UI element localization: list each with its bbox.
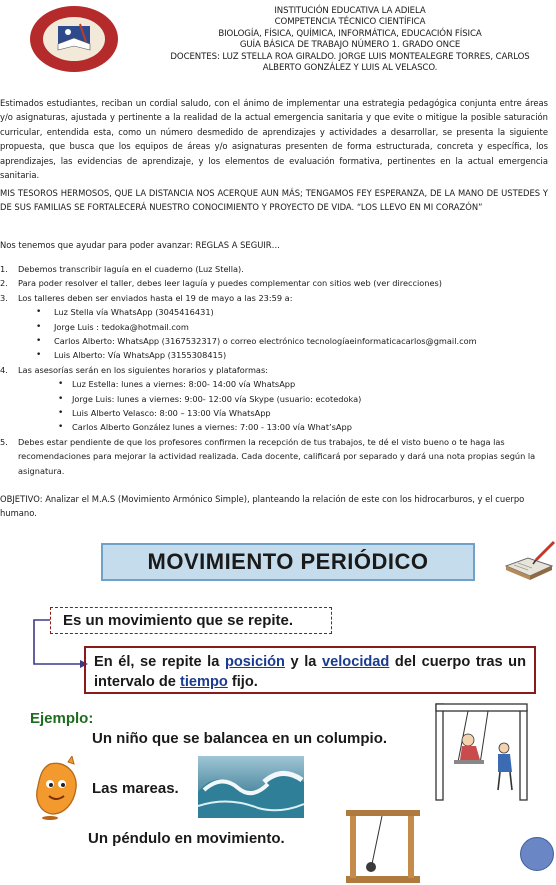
highlight-velocity: velocidad [322, 654, 390, 670]
schedule-item: • Luis Alberto Velasco: 8:00 – 13:00 Vía WhatsApp [0, 406, 548, 420]
swing-illustration [428, 702, 532, 802]
section-title: MOVIMIENTO PERIÓDICO [147, 549, 429, 574]
bullet-icon: • [58, 422, 64, 433]
bullet-icon: • [58, 393, 64, 404]
rules-heading: Nos tenemos que ayudar para poder avanzar: REGLAS A SEGUIR… [0, 240, 280, 250]
bullet-icon: • [58, 379, 64, 390]
highlight-position: posición [224, 654, 285, 670]
page-navigation-button[interactable] [520, 837, 554, 871]
bullet-icon: • [58, 408, 64, 419]
description-text: En él, se repite la posición y la velocidad del cuerpo tras un intervalo de tiempo fijo. [94, 654, 527, 690]
header-line-1: INSTITUCIÓN EDUCATIVA LA ADIELA [274, 6, 426, 16]
definition-box [50, 607, 332, 634]
motivation-paragraph: MIS TESOROS HERMOSOS, QUE LA DISTANCIA NOS ACERQUE AUN MÁS; TENGAMOS FEY ESPERANZA, DE LA MANO DE USTEDES Y DE SUS FAMILIAS SE FORTALECERÁ NUESTRO CONOCIMIENTO Y PROYECTO DE VIDA. “LOS LLEVO EN MI CORAZÓN” [0, 188, 548, 213]
rule-text: Debes estar pendiente de que los profesores confirmen la recepción de tus trabajos, te dé el visto bueno o te haga las recomendaciones para mejorar la actividad realizada. Cada docente, calificará por separado y dará una nota propias según la asignatura. [18, 436, 536, 476]
document-header [150, 6, 550, 74]
bullet-icon: • [36, 350, 42, 361]
book-and-pen-icon [502, 538, 556, 584]
rule-item [0, 291, 548, 305]
rule-item [0, 363, 548, 377]
bullet-icon: • [36, 307, 42, 318]
rule-text: Las asesorías serán en los siguientes horarios y plataformas: [18, 364, 268, 375]
objective-text: OBJETIVO: Analizar el M.A.S (Movimiento Armónico Simple), planteando la relación de este con los hidrocarburos, y el cuerpo humano. [0, 494, 525, 519]
contact-item: • Luz Stella vía WhatsApp (3045416431) [0, 305, 548, 319]
schedule-item: • Carlos Alberto González lunes a viernes: 7:00 - 13:00 vía What’sApp [0, 420, 548, 434]
schedule-item: • Luz Estella: lunes a viernes: 8:00- 14:00 vía WhatsApp [0, 377, 548, 391]
example-swing-text: Un niño que se balancea en un columpio. [92, 730, 388, 747]
header-line-4: GUÍA BÁSICA DE TRABAJO NÚMERO 1. GRADO ONCE [239, 40, 461, 51]
rule-item [0, 435, 548, 478]
example-tides-text: Las mareas. [92, 780, 179, 797]
mascot-icon [30, 756, 84, 820]
bullet-icon: • [36, 321, 42, 332]
rule-number: 1. [0, 264, 8, 274]
tides-photo [198, 756, 304, 818]
contact-item: • Luis Alberto: Vía WhatsApp (3155308415) [0, 348, 548, 362]
rule-number: 2. [0, 278, 8, 289]
rule-text: Los talleres deben ser enviados hasta el 19 de mayo a las 23:59 a: [18, 292, 293, 303]
header-line-2: COMPETENCIA TÉCNICO CIENTÍFICA [274, 17, 426, 28]
example-label: Ejemplo: [30, 710, 94, 727]
header-line-3: BIOLOGÍA, FÍSICA, QUÍMICA, INFORMÁTICA, EDUCACIÓN FÍSICA [218, 28, 482, 39]
contact-item: • Carlos Alberto: WhatsApp (3167532317) o correo electrónico tecnologíaeinformaticacarlos@gmail.com [0, 334, 548, 348]
rule-number: 5. [0, 436, 8, 447]
section-title-banner [101, 543, 475, 581]
highlight-time: tiempo [179, 674, 228, 690]
bullet-icon: • [36, 336, 42, 347]
pendulum-illustration [342, 806, 424, 885]
rule-text: Para poder resolver el taller, debes leer laguía y puedes complementar con sitios web (ver direcciones) [18, 278, 442, 289]
contact-item: • Jorge Luis : tedoka@hotmail.com [0, 320, 548, 334]
rule-text: Debemos transcribir laguía en el cuaderno (Luz Stella). [18, 264, 244, 274]
schedule-item: • Jorge Luis: lunes a viernes: 9:00- 12:00 vía Skype (usuario: ecotedoka) [0, 392, 548, 406]
rule-number: 4. [0, 364, 8, 375]
rule-item [0, 276, 548, 290]
rule-item [0, 262, 548, 276]
description-box [84, 646, 536, 694]
header-line-5: DOCENTES: LUZ STELLA ROA GIRALDO. JORGE LUIS MONTEALEGRE TORRES, CARLOS [170, 51, 530, 62]
header-line-6: ALBERTO GONZÁLEZ Y LUIS AL VELASCO. [262, 63, 438, 74]
rules-list [0, 262, 548, 478]
connector-arrow [32, 618, 92, 674]
intro-paragraph: Estimados estudiantes, reciban un cordial saludo, con el ánimo de implementar una estrategia pedagógica conjunta entre áreas y/o asignaturas, ajustada y pertinente a la realidad de la actual emergencia sanitaria y que evite o mitigue la posible saturación curricular, entendida esta, como un número desmedido de aprendizajes y actividades a desarrollar, se presenta la siguiente propuesta, que busca que los equipos de áreas y/o asignaturas presenten de forma estructurada, concreta y específica, los aprendizajes, las evidencias de aprendizaje, y los elementos de evaluación formativa, pertinentes en la actual emergencia sanitaria. [0, 98, 548, 181]
rule-number: 3. [0, 292, 8, 303]
example-pendulum-text: Un péndulo en movimiento. [88, 830, 285, 847]
school-logo [28, 4, 120, 74]
definition-text: Es un movimiento que se repite. [63, 612, 294, 629]
